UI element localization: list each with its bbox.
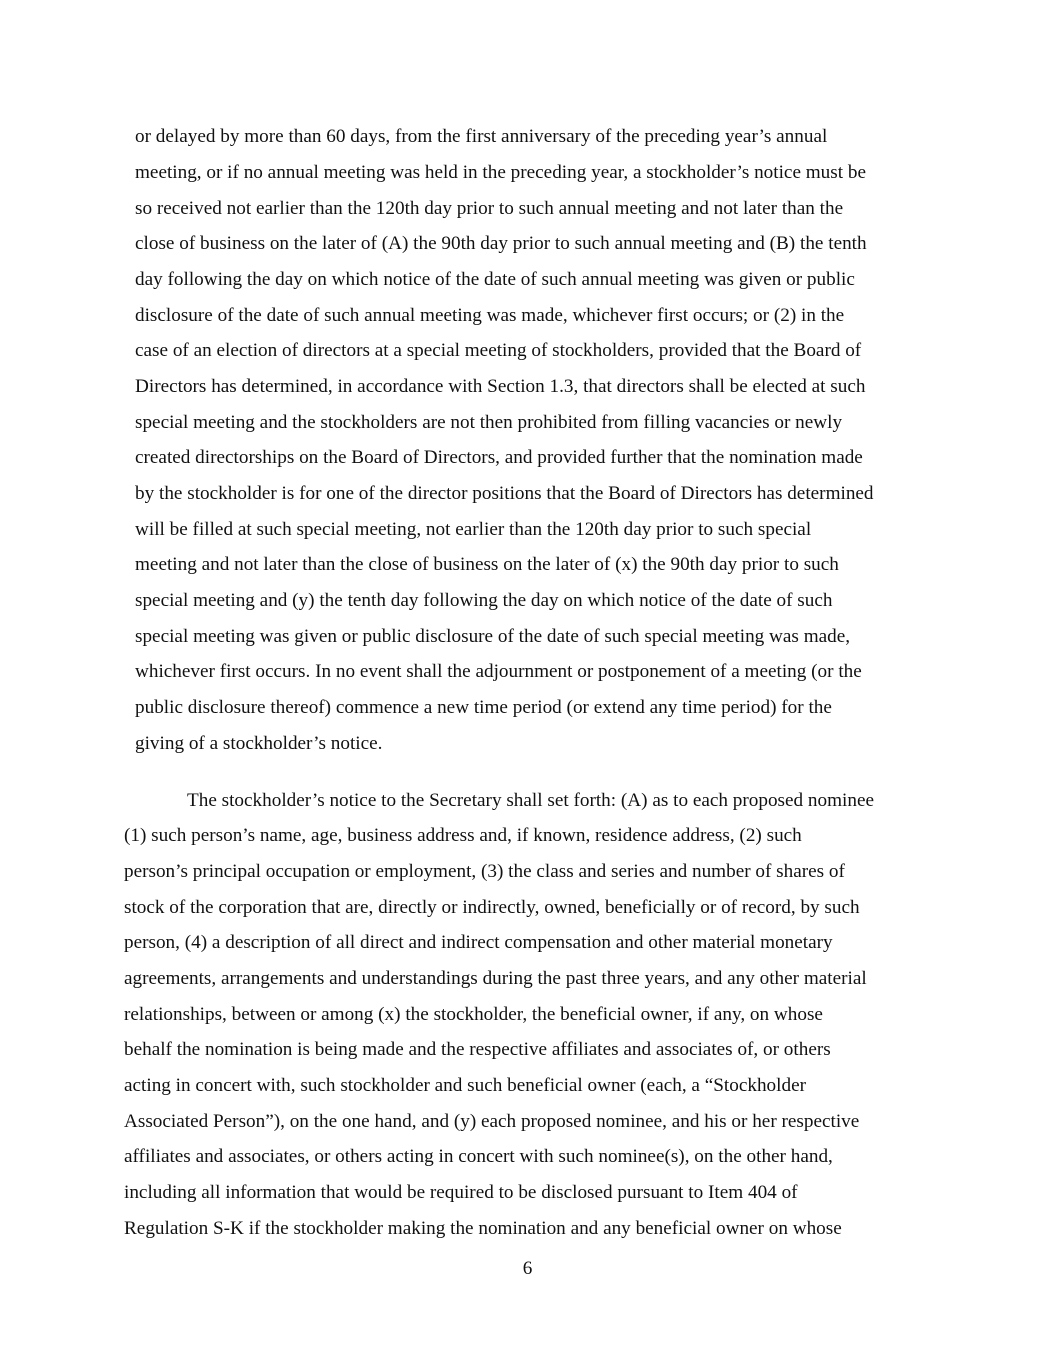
paragraph-line: stock of the corporation that are, directly or indirectly, owned, beneficially or of record, by such [124, 897, 860, 918]
paragraph-line: acting in concert with, such stockholder and such beneficial owner (each, a “Stockholder [124, 1075, 806, 1096]
paragraph-line: or delayed by more than 60 days, from the first anniversary of the preceding year’s annual [135, 126, 828, 147]
paragraph-line: Regulation S-K if the stockholder making the nomination and any beneficial owner on whose [124, 1218, 842, 1239]
paragraph-line: agreements, arrangements and understandings during the past three years, and any other material [124, 968, 867, 989]
paragraph-line: disclosure of the date of such annual meeting was made, whichever first occurs; or (2) in the [135, 305, 845, 326]
paragraph-line: person’s principal occupation or employment, (3) the class and series and number of shares of [124, 861, 845, 882]
paragraph-line: whichever first occurs. In no event shall the adjournment or postponement of a meeting (or the [135, 661, 862, 682]
paragraph-line: The stockholder’s notice to the Secretary shall set forth: (A) as to each proposed nominee [187, 790, 874, 811]
paragraph-line: special meeting and (y) the tenth day following the day on which notice of the date of such [135, 590, 833, 611]
paragraph-line: Associated Person”), on the one hand, and (y) each proposed nominee, and his or her respective [124, 1111, 860, 1132]
paragraph-line: by the stockholder is for one of the director positions that the Board of Directors has determined [135, 483, 874, 504]
paragraph-line: day following the day on which notice of the date of such annual meeting was given or public [135, 269, 855, 290]
paragraph-line: giving of a stockholder’s notice. [135, 733, 383, 754]
paragraph-line: public disclosure thereof) commence a new time period (or extend any time period) for the [135, 697, 832, 718]
paragraph-line: meeting and not later than the close of business on the later of (x) the 90th day prior to such [135, 554, 839, 575]
paragraph-line: case of an election of directors at a special meeting of stockholders, provided that the Board of [135, 340, 862, 361]
paragraph-line: so received not earlier than the 120th day prior to such annual meeting and not later than the [135, 198, 844, 219]
paragraph-line: will be filled at such special meeting, not earlier than the 120th day prior to such special [135, 519, 812, 540]
paragraph-line: special meeting was given or public disclosure of the date of such special meeting was made, [135, 626, 851, 647]
paragraph-line: (1) such person’s name, age, business address and, if known, residence address, (2) such [124, 825, 802, 846]
paragraph-line: affiliates and associates, or others acting in concert with such nominee(s), on the other hand, [124, 1146, 833, 1167]
paragraph-line: relationships, between or among (x) the stockholder, the beneficial owner, if any, on whose [124, 1004, 823, 1025]
paragraph-line: behalf the nomination is being made and the respective affiliates and associates of, or others [124, 1039, 831, 1060]
page-number: 6 [522, 1258, 533, 1279]
paragraph-line: Directors has determined, in accordance with Section 1.3, that directors shall be elected at such [135, 376, 866, 397]
paragraph-line: including all information that would be required to be disclosed pursuant to Item 404 of [124, 1182, 798, 1203]
paragraph-line: close of business on the later of (A) the 90th day prior to such annual meeting and (B) the tenth [135, 233, 867, 254]
paragraph-line: meeting, or if no annual meeting was held in the preceding year, a stockholder’s notice must be [135, 162, 866, 183]
paragraph-line: person, (4) a description of all direct and indirect compensation and other material monetary [124, 932, 833, 953]
paragraph-line: special meeting and the stockholders are not then prohibited from filling vacancies or newly [135, 412, 843, 433]
paragraph-line: created directorships on the Board of Directors, and provided further that the nomination made [135, 447, 863, 468]
